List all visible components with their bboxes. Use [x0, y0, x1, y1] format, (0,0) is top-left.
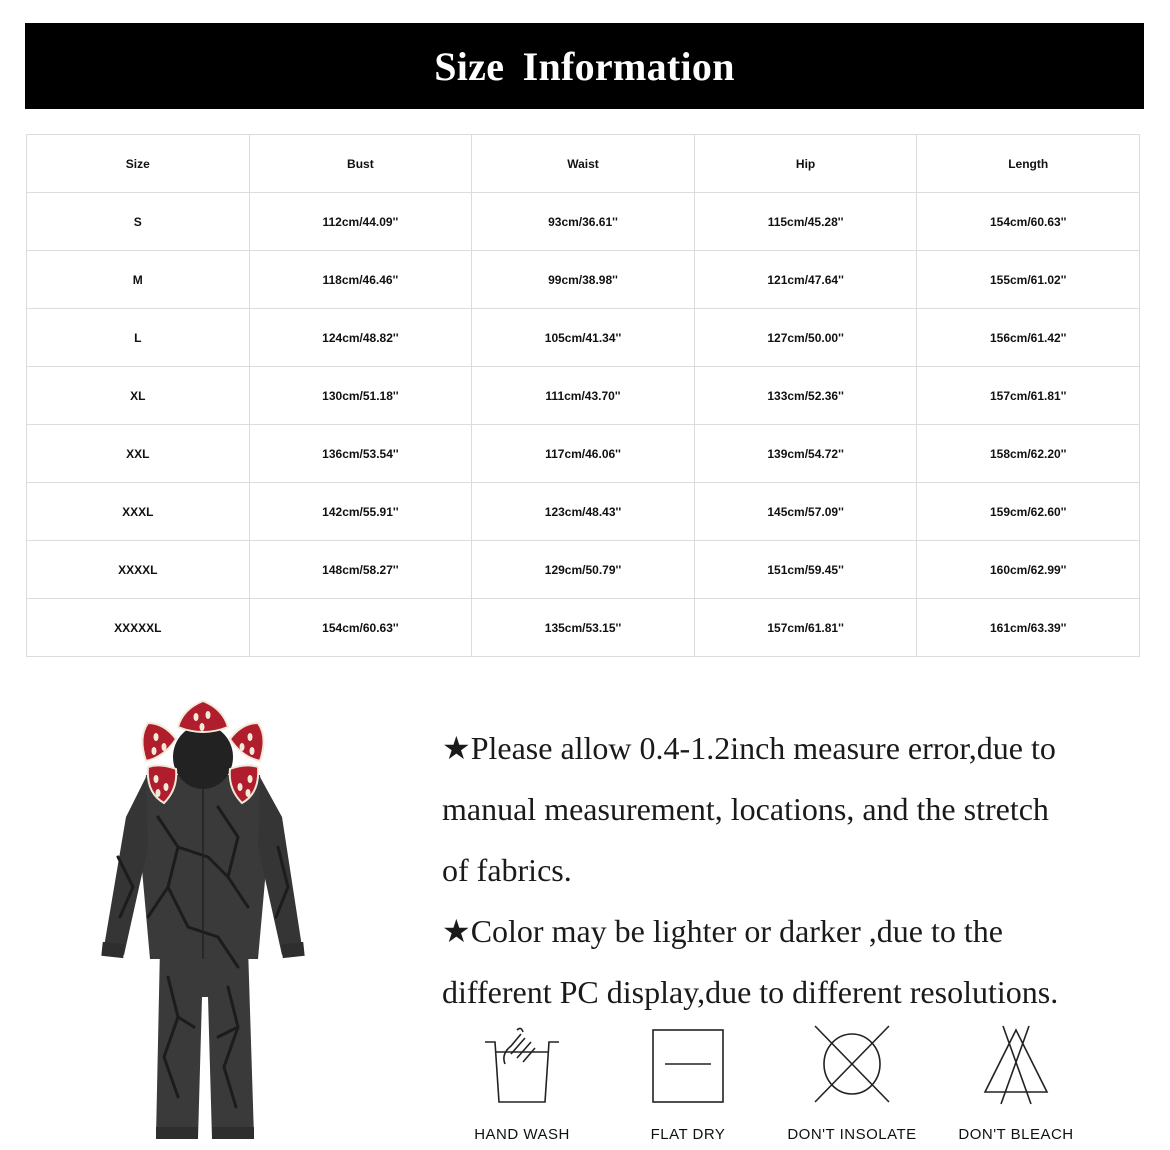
cell-waist: 129cm/50.79''	[472, 541, 695, 599]
cell-length: 158cm/62.20''	[917, 425, 1140, 483]
cell-hip: 139cm/54.72''	[694, 425, 917, 483]
cell-waist: 111cm/43.70''	[472, 367, 695, 425]
cell-bust: 118cm/46.46''	[249, 251, 472, 309]
cell-size: M	[27, 251, 250, 309]
cell-bust: 136cm/53.54''	[249, 425, 472, 483]
size-chart-table	[26, 134, 1140, 657]
cell-size: XXXXXL	[27, 599, 250, 657]
cell-hip: 115cm/45.28''	[694, 193, 917, 251]
note-line: manual measurement, locations, and the stretch	[442, 791, 1049, 827]
cell-hip: 121cm/47.64''	[694, 251, 917, 309]
flat-dry-icon	[643, 1024, 733, 1109]
cell-hip: 157cm/61.81''	[694, 599, 917, 657]
table-row	[27, 251, 1140, 309]
cell-length: 160cm/62.99''	[917, 541, 1140, 599]
cell-bust: 124cm/48.82''	[249, 309, 472, 367]
product-image	[98, 697, 308, 1145]
note-line: ★Color may be lighter or darker ,due to the	[442, 913, 1003, 949]
cell-size: L	[27, 309, 250, 367]
table-row	[27, 541, 1140, 599]
cell-waist: 99cm/38.98''	[472, 251, 695, 309]
care-flat-dry	[608, 1024, 768, 1143]
cell-bust: 112cm/44.09''	[249, 193, 472, 251]
care-label: DON'T INSOLATE	[787, 1126, 917, 1143]
page-title: Size Information	[434, 43, 735, 89]
care-label: HAND WASH	[474, 1126, 570, 1143]
cell-bust: 154cm/60.63''	[249, 599, 472, 657]
column-header-bust: Bust	[249, 135, 472, 193]
cell-size: S	[27, 193, 250, 251]
cell-size: XXXL	[27, 483, 250, 541]
cell-size: XXL	[27, 425, 250, 483]
column-header-size: Size	[27, 135, 250, 193]
table-row	[27, 367, 1140, 425]
cell-size: XL	[27, 367, 250, 425]
column-header-hip: Hip	[694, 135, 917, 193]
note-line: of fabrics.	[442, 852, 572, 888]
table-row	[27, 193, 1140, 251]
care-label: FLAT DRY	[650, 1126, 726, 1143]
cell-waist: 93cm/36.61''	[472, 193, 695, 251]
cell-length: 159cm/62.60''	[917, 483, 1140, 541]
cell-bust: 148cm/58.27''	[249, 541, 472, 599]
note-line: different PC display,due to different resolutions.	[442, 974, 1059, 1010]
measurement-notes	[442, 718, 1142, 1023]
cell-hip: 151cm/59.45''	[694, 541, 917, 599]
table-row	[27, 309, 1140, 367]
cell-bust: 142cm/55.91''	[249, 483, 472, 541]
cell-length: 155cm/61.02''	[917, 251, 1140, 309]
cell-waist: 117cm/46.06''	[472, 425, 695, 483]
table-row	[27, 425, 1140, 483]
header-banner	[25, 23, 1144, 109]
note-line: ★Please allow 0.4-1.2inch measure error,due to	[442, 730, 1056, 766]
cell-length: 156cm/61.42''	[917, 309, 1140, 367]
table-row	[27, 599, 1140, 657]
cell-size: XXXXL	[27, 541, 250, 599]
table-header-row	[27, 135, 1140, 193]
cell-length: 161cm/63.39''	[917, 599, 1140, 657]
cell-length: 154cm/60.63''	[917, 193, 1140, 251]
cell-waist: 123cm/48.43''	[472, 483, 695, 541]
care-dont-bleach	[936, 1024, 1096, 1143]
table-row	[27, 483, 1140, 541]
care-label: DON'T BLEACH	[958, 1126, 1074, 1143]
cell-bust: 130cm/51.18''	[249, 367, 472, 425]
care-dont-insolate	[772, 1024, 932, 1143]
dont-bleach-icon	[971, 1024, 1061, 1109]
cell-hip: 127cm/50.00''	[694, 309, 917, 367]
column-header-length: Length	[917, 135, 1140, 193]
dont-insolate-icon	[807, 1024, 897, 1109]
cell-waist: 135cm/53.15''	[472, 599, 695, 657]
hand-wash-icon	[477, 1024, 567, 1109]
care-hand-wash	[442, 1024, 602, 1143]
cell-hip: 133cm/52.36''	[694, 367, 917, 425]
column-header-waist: Waist	[472, 135, 695, 193]
cell-waist: 105cm/41.34''	[472, 309, 695, 367]
cell-hip: 145cm/57.09''	[694, 483, 917, 541]
cell-length: 157cm/61.81''	[917, 367, 1140, 425]
